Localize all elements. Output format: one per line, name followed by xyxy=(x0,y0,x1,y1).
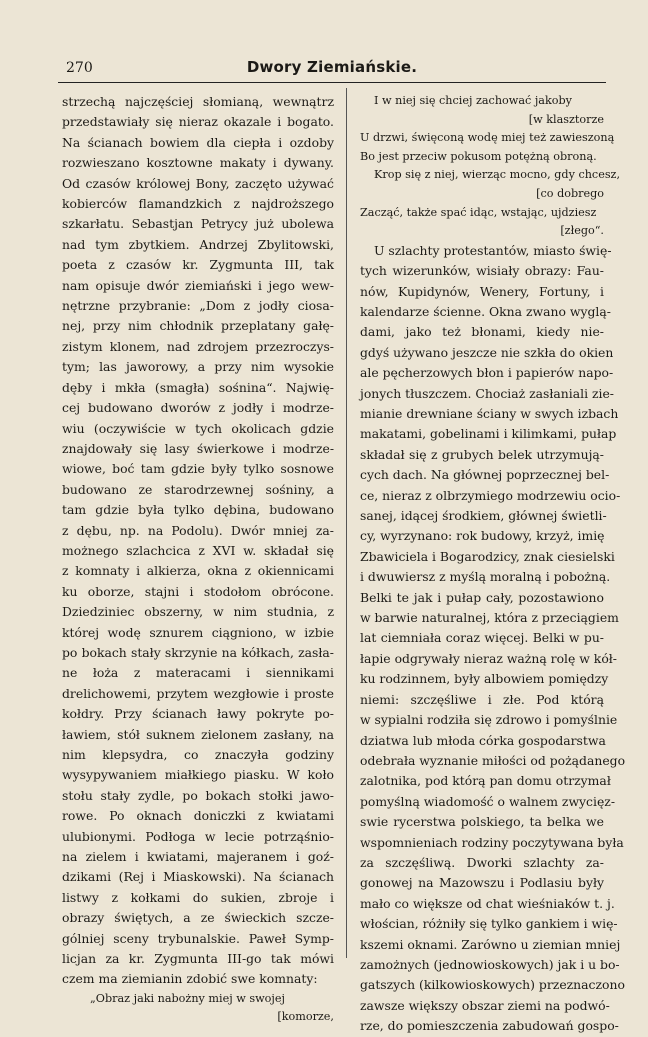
text-line: makatami, gobelinami i kilimkami, pułap xyxy=(360,426,617,442)
poem-line: Zacząć, także spać idąc, wstając, ujdziesz xyxy=(360,205,597,219)
text-line: włościan, różniły się tylko gankiem i wię- xyxy=(360,916,618,932)
text-line: wspomnieniach rodziny poczytywana była xyxy=(360,834,624,850)
text-line: w sypialni rodziła się zdrowo i pomyślnie xyxy=(360,712,618,728)
text-line: szkarłatu. Sebastjan Petrycy już ubolewa xyxy=(62,216,334,232)
text-line: Zbawiciela i Bogarodzicy, znak ciesielski xyxy=(360,548,615,564)
text-line: ale pęcherzowych błon i papierów napo- xyxy=(360,365,614,381)
poem-line: „Obraz jaki nabożny miej w swojej xyxy=(90,991,285,1005)
text-line: cy, wyrzynano: rok budowy, krzyż, imię xyxy=(360,528,605,544)
text-line: zalotnika, pod którą pan domu otrzymał xyxy=(360,773,611,789)
poem-line: [komorze, xyxy=(277,1010,334,1024)
poem-line: [co dobrego xyxy=(536,186,604,200)
poem-line: U drzwi, święconą wodę miej też zawieszoną xyxy=(360,131,615,145)
text-line: niemi: szczęśliwe i złe. Pod którą xyxy=(360,691,604,707)
text-line: cych dach. Na głównej poprzecznej bel- xyxy=(360,467,610,483)
poem-line: [złego“. xyxy=(560,224,604,238)
text-line: której wodę sznurem ciągniono, w izbie xyxy=(62,624,334,640)
text-line: nim klepsydra, co znaczyła godziny xyxy=(62,747,334,762)
page-header xyxy=(58,58,606,80)
poem-line: Krop się z niej, wierząc mocno, gdy chcesz, xyxy=(374,168,621,182)
text-line: czem ma ziemianin zdobić swe komnaty: xyxy=(62,971,318,987)
text-line: Od czasów królowej Bony, zaczęto używać xyxy=(62,175,334,191)
text-line: rze, do pomieszczenia zabudowań gospo- xyxy=(360,1018,619,1034)
text-line: zistym klonem, nad zdrojem przezroczys- xyxy=(62,338,334,354)
text-line: z dębu, np. na Podolu). Dwór mniej za- xyxy=(62,522,334,538)
text-line: wysypywaniem miałkiego piasku. W koło xyxy=(62,767,334,783)
text-line: sanej, idącej środkiem, głównej świetli- xyxy=(360,508,607,524)
text-line: tych wizerunków, wisiały obrazy: Fau- xyxy=(360,263,604,279)
text-line: znajdowały się lasy świerkowe i modrze- xyxy=(62,440,334,456)
text-line: dzikami (Rej i Miaskowski). Na ścianach xyxy=(62,869,334,885)
text-line: po bokach stały skrzynie na kółkach, zasła- xyxy=(62,644,334,660)
text-line: swie rycerstwa polskiego, ta belka we xyxy=(360,814,604,830)
page-number: 270 xyxy=(66,60,93,76)
poem-line: Bo jest przeciw pokusom potężną obroną. xyxy=(360,149,597,163)
text-line: obrazy świętych, a ze świeckich szcze- xyxy=(62,910,334,926)
text-line: listwy z kołkami do sukien, zbroje i xyxy=(62,889,334,905)
text-line: gonowej na Mazowszu i Podlasiu były xyxy=(360,875,604,891)
text-line: poeta z czasów kr. Zygmunta III, tak xyxy=(62,257,334,273)
header-rule xyxy=(58,82,606,83)
text-line: drelichowemi, przytem wezgłowie i proste xyxy=(62,685,334,701)
text-line: wiowe, boć tam gdzie były tylko sosnowe xyxy=(62,461,334,477)
text-line: ku oborze, stajni i stodołom obrócone. xyxy=(62,583,334,599)
text-line: kołdry. Przy ścianach ławy pokryte po- xyxy=(62,706,334,722)
text-line: rowe. Po oknach doniczki z kwiatami xyxy=(62,808,334,824)
text-line: nam opisuje dwór ziemiański i jego wew- xyxy=(62,277,334,293)
column-divider xyxy=(346,88,347,958)
text-line: przedstawiały się nieraz okazale i bogato. xyxy=(62,114,334,130)
text-line: Na ścianach bowiem dla ciepła i ozdoby xyxy=(62,134,334,150)
text-line: stołu stały zydle, po bokach stołki jawo- xyxy=(62,787,334,803)
text-line: Dziedziniec obszerny, w nim studnia, z xyxy=(62,604,334,620)
text-line: strzechą najczęściej słomianą, wewnątrz xyxy=(62,94,334,109)
text-line: zamożnych (jednowioskowych) jak i u bo- xyxy=(360,956,620,972)
text-line: gdyś używano jeszcze nie szkła do okien xyxy=(360,344,614,360)
text-line: kszemi oknami. Zarówno u ziemian mniej xyxy=(360,936,621,952)
text-line: nej, przy nim chłodnik przeplatany gałę- xyxy=(62,318,334,334)
text-line: dęby i mkła (smagła) sośnina“. Najwię- xyxy=(62,379,334,395)
text-line: nad tym zbytkiem. Andrzej Zbylitowski, xyxy=(62,236,334,252)
text-line: licjan za kr. Zygmunta III-go tak mówi xyxy=(62,951,334,967)
left-column xyxy=(62,92,334,1027)
text-line: Belki te jak i pułap cały, pozostawiono xyxy=(360,589,604,605)
text-line: budowano ze starodrzewnej sośniny, a xyxy=(62,481,334,497)
text-line: pomyślną wiadomość o walnem zwycięz- xyxy=(360,793,616,809)
text-line: składał się z grubych belek utrzymują- xyxy=(360,446,604,462)
text-line: ku rodzinnem, były albowiem pomiędzy xyxy=(360,671,609,687)
right-column xyxy=(360,92,626,1037)
text-line: kobierców flamandzkich z najdroższego xyxy=(62,196,334,212)
text-line: U szlachty protestantów, miasto świę- xyxy=(374,242,612,258)
text-line: nów, Kupidynów, Wenery, Fortuny, i xyxy=(360,283,604,299)
poem-line: I w niej się chciej zachować jakoby xyxy=(374,94,572,107)
running-title: Dwory Ziemiańskie. xyxy=(246,58,418,76)
text-line: gatszych (kilkowioskowych) przeznaczono xyxy=(360,977,625,993)
text-line: mało co większe od chat wieśniaków t. j. xyxy=(360,895,615,911)
text-line: z komnaty i alkierza, okna z okiennicami xyxy=(62,563,334,579)
text-line: i dwuwiersz z myślą moralną i pobożną. xyxy=(360,569,611,585)
text-line: ce, nieraz z olbrzymiego modrzewiu ocio- xyxy=(360,487,621,503)
text-line: ne łoża z materacami i siennikami xyxy=(62,665,334,681)
text-line: możnego szlachcica z XVI w. składał się xyxy=(62,542,334,558)
text-line: ławiem, stół suknem zielonem zasłany, na xyxy=(62,726,334,742)
poem-line: [w klasztorze xyxy=(528,112,604,126)
text-line: ulubionymi. Podłoga w lecie potrząśnio- xyxy=(62,828,334,844)
text-line: cej budowano dworów z jodły i modrze- xyxy=(62,400,334,416)
text-line: odebrała wyznanie miłości od pożądanego xyxy=(360,752,626,768)
text-line: na zielem i kwiatami, majeranem i goź- xyxy=(62,849,334,865)
text-line: zawsze większy obszar ziemi na podwó- xyxy=(360,997,610,1013)
text-line: rozwieszano kosztowne makaty i dywany. xyxy=(62,155,334,171)
text-line: lat ciemniała coraz więcej. Belki w pu- xyxy=(360,630,604,646)
text-line: kalendarze ścienne. Okna zwano wyglą- xyxy=(360,303,611,319)
text-line: wiu (oczywiście w tych okolicach gdzie xyxy=(62,420,334,436)
text-line: gólniej sceny trybunalskie. Paweł Symp- xyxy=(62,930,334,946)
text-line: tym; las jaworowy, a przy nim wysokie xyxy=(62,359,334,375)
text-line: dziatwa lub młoda córka gospodarstwa xyxy=(360,732,606,748)
text-line: mianie drewniane ściany w swych izbach xyxy=(360,406,619,421)
text-line: łapie odgrywały nieraz ważną rolę w kół- xyxy=(360,650,617,666)
text-line: nętrzne przybranie: „Dom z jodły ciosa- xyxy=(62,298,334,314)
text-line: dami, jako też błonami, kiedy nie- xyxy=(360,324,604,340)
text-line: w barwie naturalnej, która z przeciągiem xyxy=(360,610,619,626)
text-line: jonych tłuszczem. Chociaż zasłaniali zie- xyxy=(360,385,614,401)
text-line: tam gdzie była tylko dębina, budowano xyxy=(62,502,334,518)
text-line: za szczęśliwą. Dworki szlachty za- xyxy=(360,854,604,870)
